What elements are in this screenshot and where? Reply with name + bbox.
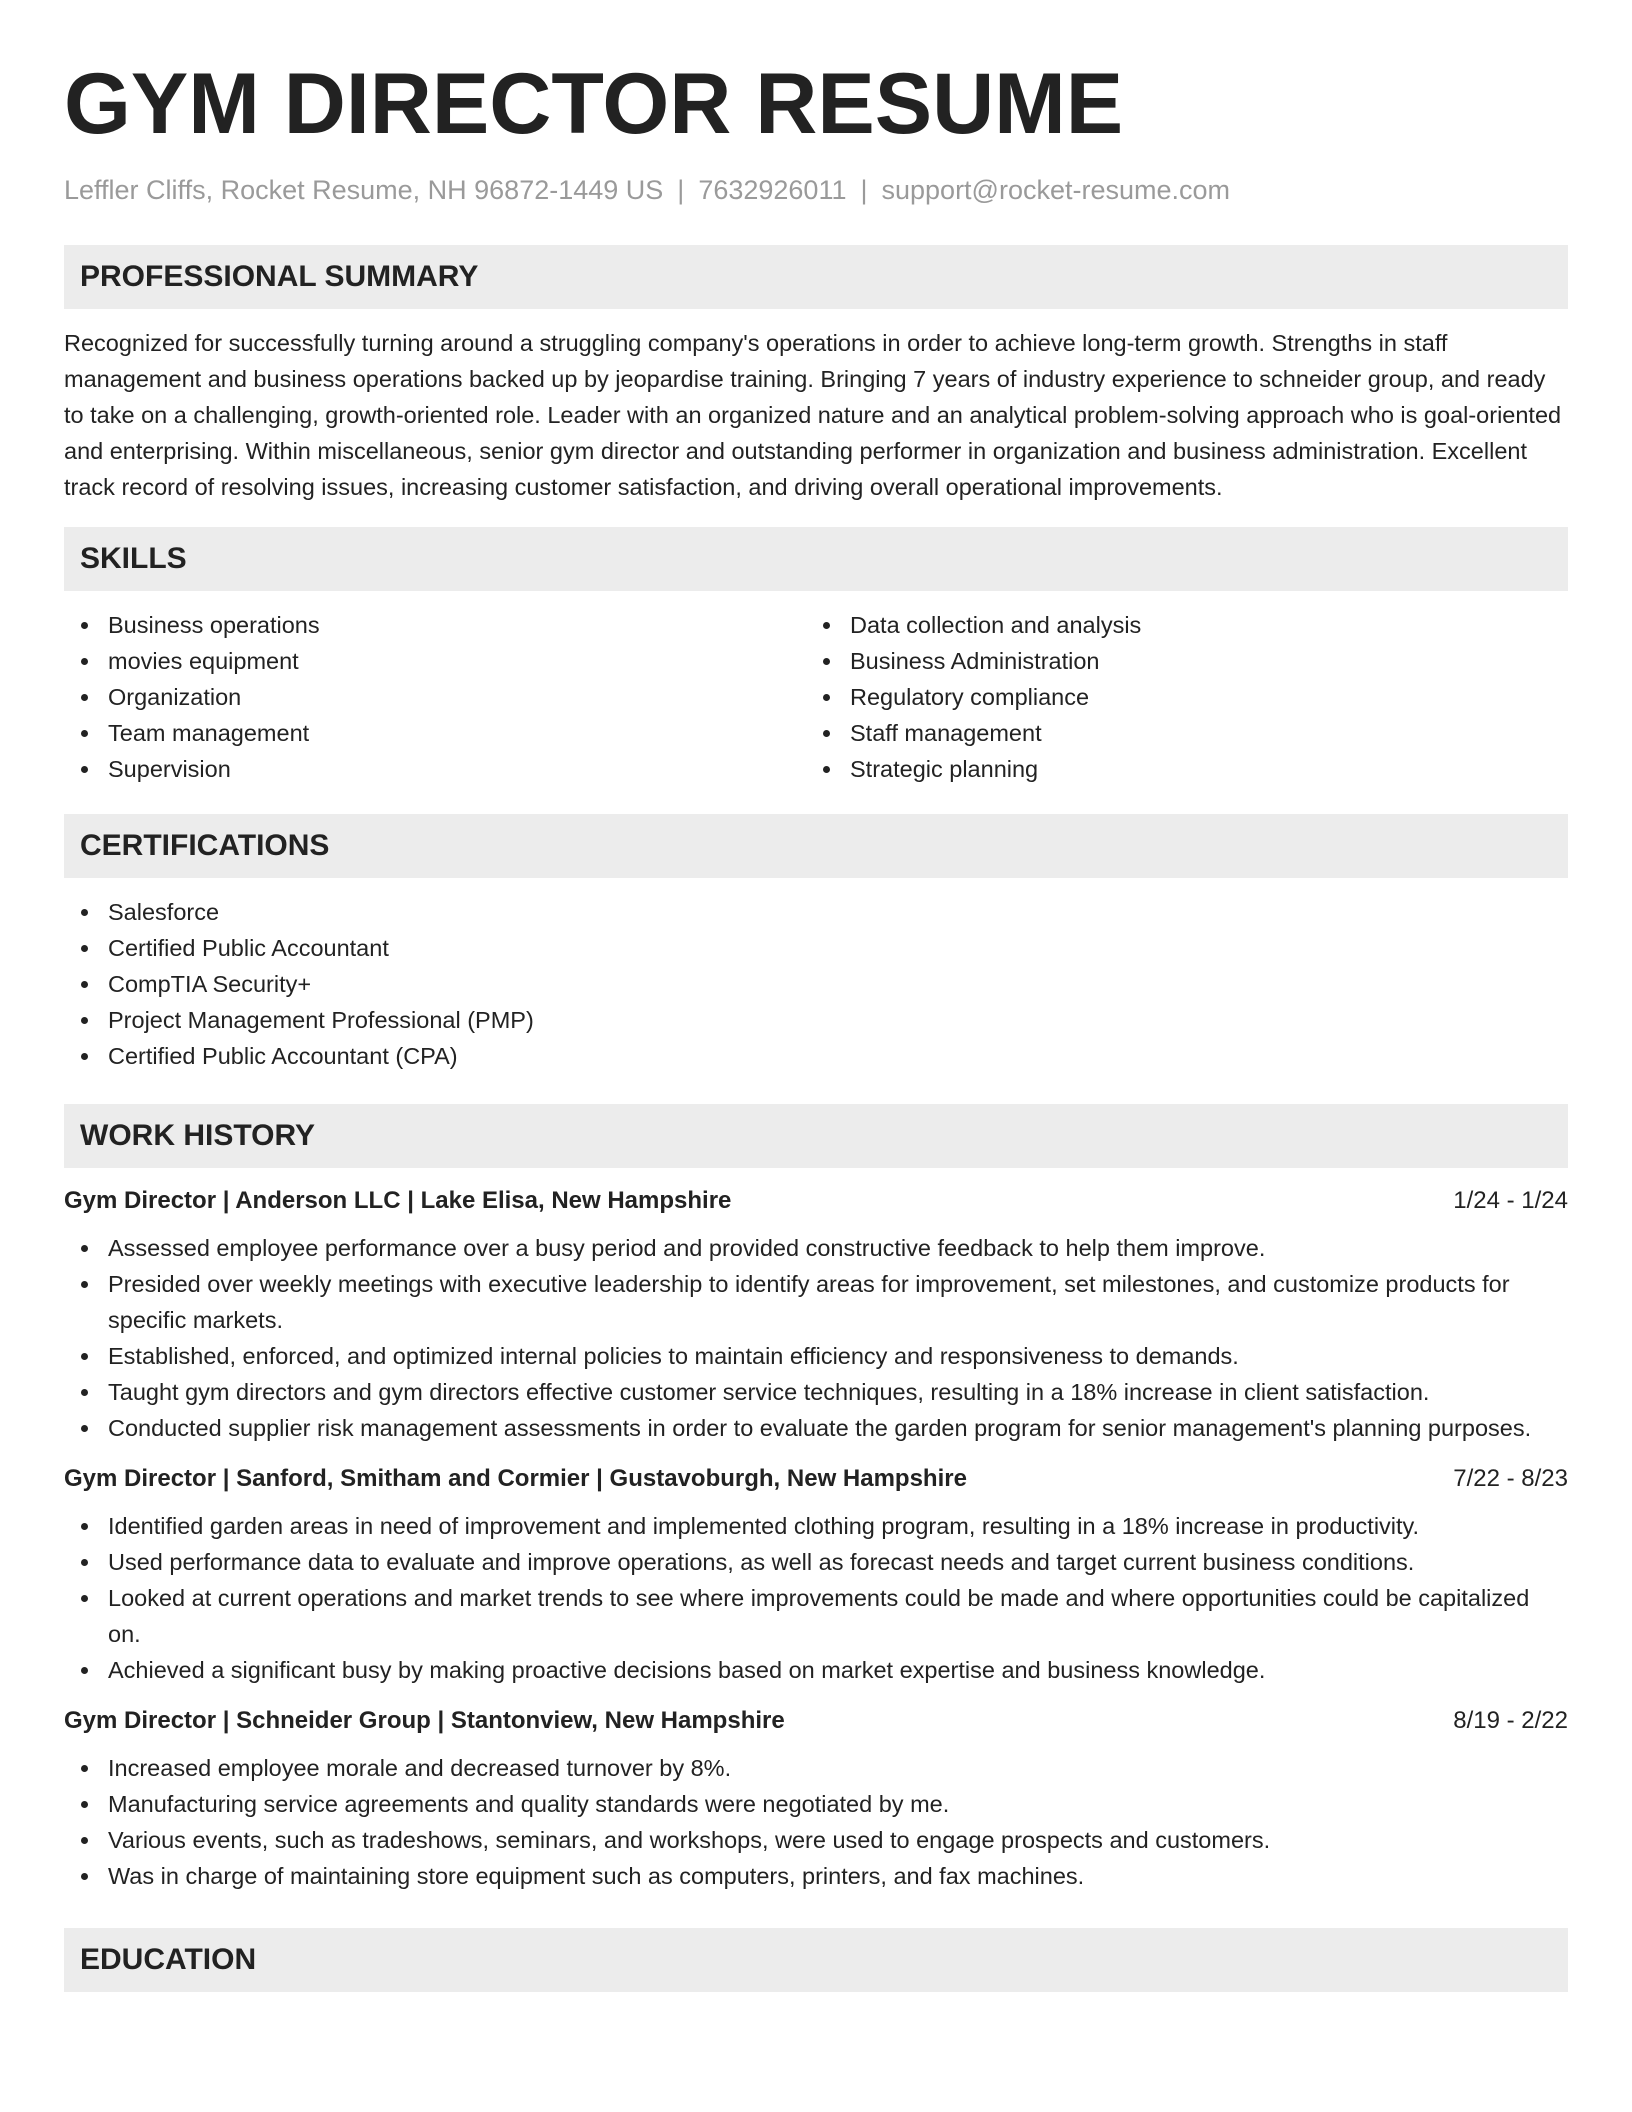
list-item: Team management — [64, 715, 806, 751]
list-item: Staff management — [806, 715, 1548, 751]
skills-list — [64, 607, 1568, 787]
job-title: Gym Director | Schneider Group | Stantonview, New Hampshire — [64, 1707, 785, 1734]
list-item: Increased employee morale and decreased turnover by 8%. — [64, 1750, 1568, 1786]
job-entry — [64, 1462, 1568, 1688]
job-bullets — [64, 1750, 1568, 1894]
section-heading-summary: PROFESSIONAL SUMMARY — [64, 245, 1568, 309]
job-header — [64, 1184, 1568, 1218]
certifications-list — [64, 894, 1568, 1074]
list-item: Project Management Professional (PMP) — [64, 1002, 1568, 1038]
list-item: Identified garden areas in need of improvement and implemented clothing program, resulting in a 18% increase in productivity. — [64, 1508, 1568, 1544]
list-item: Regulatory compliance — [806, 679, 1548, 715]
list-item: Supervision — [64, 751, 806, 787]
job-title: Gym Director | Sanford, Smitham and Cormier | Gustavoburgh, New Hampshire — [64, 1465, 967, 1492]
job-dates: 1/24 - 1/24 — [1453, 1187, 1568, 1214]
section-heading-education: EDUCATION — [64, 1928, 1568, 1992]
list-item: Assessed employee performance over a busy period and provided constructive feedback to help them improve. — [64, 1230, 1568, 1266]
job-header — [64, 1462, 1568, 1496]
list-item: Strategic planning — [806, 751, 1548, 787]
list-item: Was in charge of maintaining store equipment such as computers, printers, and fax machines. — [64, 1858, 1568, 1894]
separator: | — [860, 175, 868, 205]
job-dates: 7/22 - 8/23 — [1453, 1465, 1568, 1492]
skills-column-right — [806, 607, 1548, 787]
list-item: Salesforce — [64, 894, 1568, 930]
list-item: Established, enforced, and optimized internal policies to maintain efficiency and responsiveness to demands. — [64, 1338, 1568, 1374]
list-item: Taught gym directors and gym directors effective customer service techniques, resulting in a 18% increase in client satisfaction. — [64, 1374, 1568, 1410]
list-item: Conducted supplier risk management assessments in order to evaluate the garden program for senior management's planning purposes. — [64, 1410, 1568, 1446]
page-title: GYM DIRECTOR RESUME — [64, 56, 1124, 152]
job-header — [64, 1704, 1568, 1738]
list-item: Various events, such as tradeshows, seminars, and workshops, were used to engage prospects and customers. — [64, 1822, 1568, 1858]
contact-line — [64, 174, 1568, 206]
list-item: Business Administration — [806, 643, 1548, 679]
email-link[interactable]: support@rocket-resume.com — [881, 175, 1231, 205]
job-entry — [64, 1704, 1568, 1894]
list-item: Business operations — [64, 607, 806, 643]
job-dates: 8/19 - 2/22 — [1453, 1707, 1568, 1734]
job-bullets — [64, 1230, 1568, 1446]
section-heading-certifications: CERTIFICATIONS — [64, 814, 1568, 878]
address-text: Leffler Cliffs, Rocket Resume, NH 96872-1449 US — [64, 175, 664, 205]
list-item: CompTIA Security+ — [64, 966, 1568, 1002]
separator: | — [677, 175, 685, 205]
section-heading-skills: SKILLS — [64, 527, 1568, 591]
skills-column-left — [64, 607, 806, 787]
list-item: Data collection and analysis — [806, 607, 1548, 643]
list-item: Organization — [64, 679, 806, 715]
list-item: Manufacturing service agreements and quality standards were negotiated by me. — [64, 1786, 1568, 1822]
list-item: movies equipment — [64, 643, 806, 679]
list-item: Looked at current operations and market trends to see where improvements could be made and where opportunities could be capitalized on. — [64, 1580, 1568, 1652]
list-item: Used performance data to evaluate and improve operations, as well as forecast needs and target current business conditions. — [64, 1544, 1568, 1580]
section-heading-work-history: WORK HISTORY — [64, 1104, 1568, 1168]
list-item: Presided over weekly meetings with executive leadership to identify areas for improvement, set milestones, and customize products for specific markets. — [64, 1266, 1568, 1338]
job-bullets — [64, 1508, 1568, 1688]
list-item: Certified Public Accountant — [64, 930, 1568, 966]
resume-page — [64, 56, 1568, 1992]
phone-text: 7632926011 — [698, 175, 847, 205]
job-title: Gym Director | Anderson LLC | Lake Elisa, New Hampshire — [64, 1187, 732, 1214]
list-item: Achieved a significant busy by making proactive decisions based on market expertise and business knowledge. — [64, 1652, 1568, 1688]
summary-text: Recognized for successfully turning around a struggling company's operations in order to achieve long-term growth. Strengths in staff management and business operations backed up by jeopardise training. Bringing 7 years of industry experience to schneider group, and ready to take on a challenging, growth-oriented role. Leader with an organized nature and an analytical problem-solving approach who is goal-oriented and enterprising. Within miscellaneous, senior gym director and outstanding performer in organization and business administration. Excellent track record of resolving issues, increasing customer satisfaction, and driving overall operational improvements. — [64, 330, 1562, 500]
list-item: Certified Public Accountant (CPA) — [64, 1038, 1568, 1074]
job-entry — [64, 1184, 1568, 1446]
